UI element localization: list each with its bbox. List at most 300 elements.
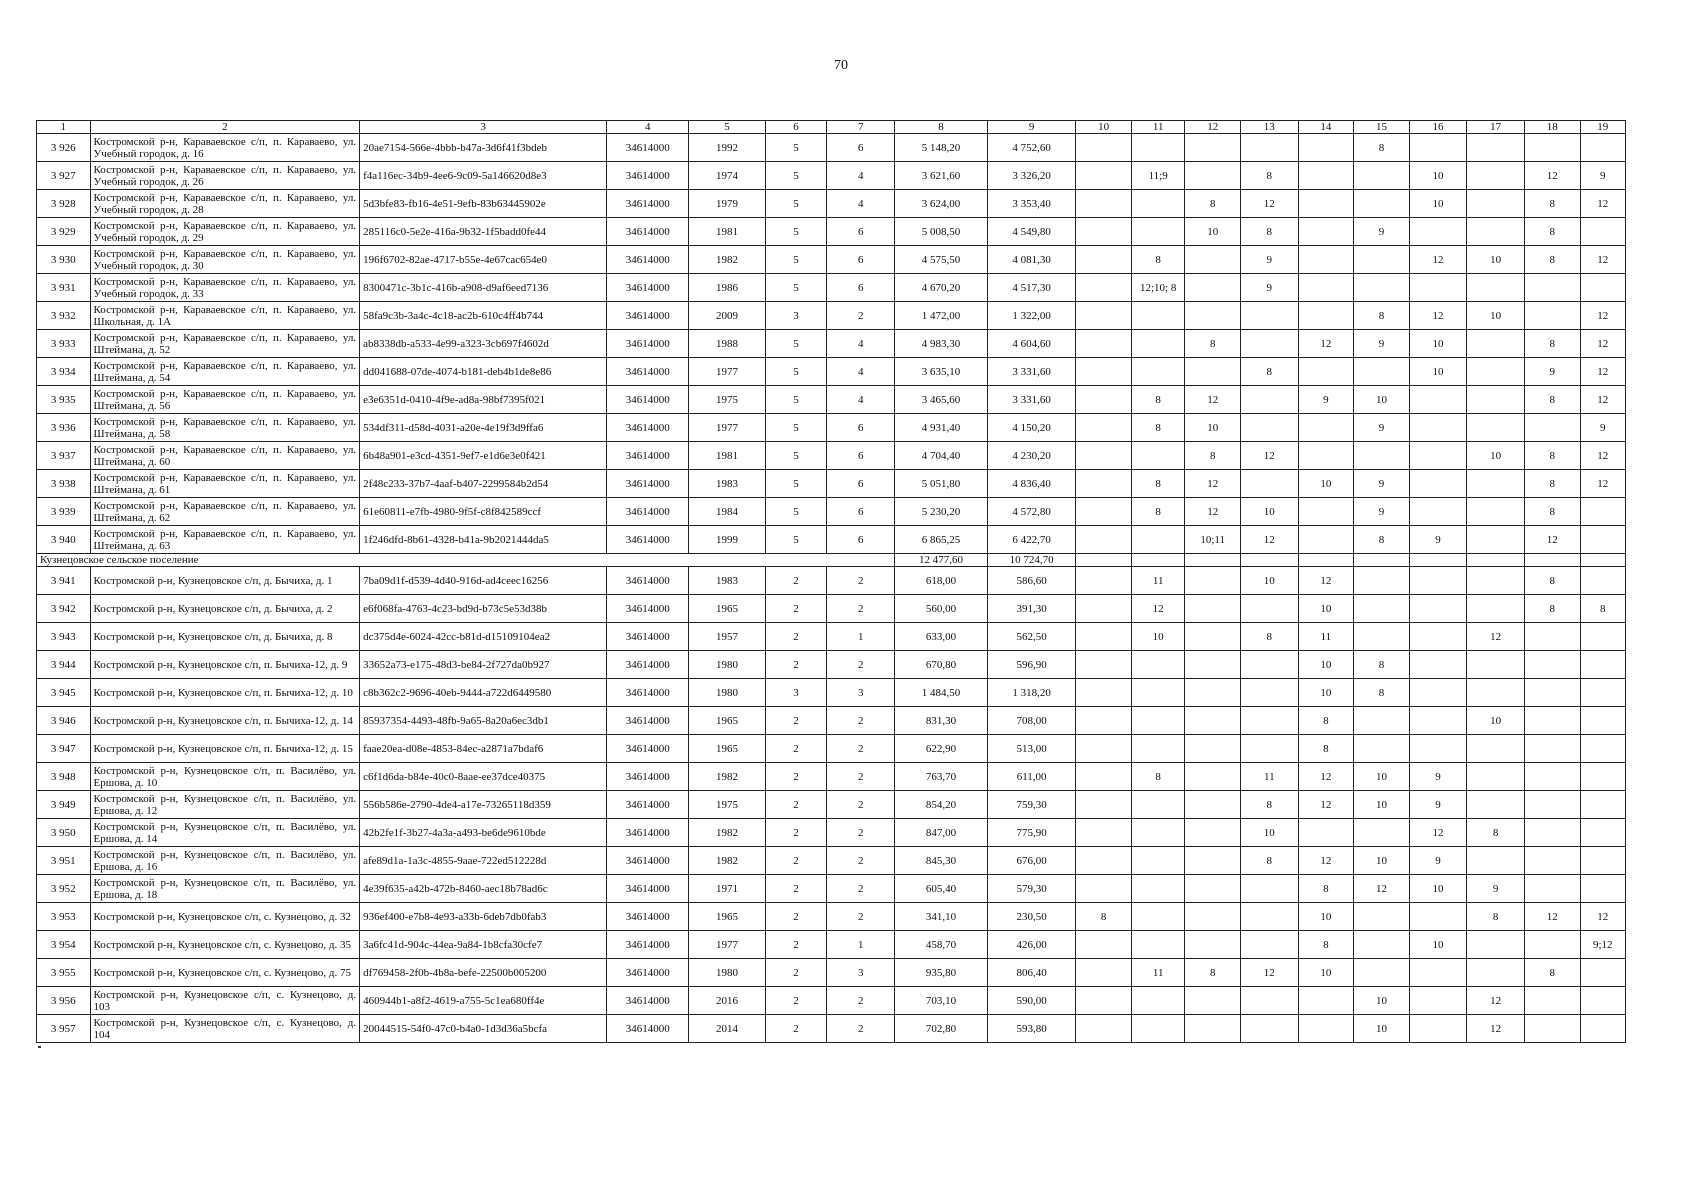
repair-period-cell-13 <box>1240 1015 1298 1043</box>
repair-period-cell-18: 12 <box>1524 903 1580 931</box>
year-cell: 1986 <box>689 274 765 302</box>
address-cell: Костромской р-н, Караваевское с/п, п. Караваево, ул. Штеймана, д. 60 <box>90 442 360 470</box>
total-area-cell: 4 670,20 <box>895 274 988 302</box>
repair-period-cell-10: 8 <box>1076 903 1132 931</box>
repair-period-cell-11: 8 <box>1131 414 1185 442</box>
housing-registry-table <box>36 120 1626 1043</box>
repair-period-cell-10 <box>1076 526 1132 554</box>
repair-period-cell-10 <box>1076 651 1132 679</box>
repair-period-cell-13: 8 <box>1240 791 1298 819</box>
entrances-cell: 2 <box>827 651 895 679</box>
house-guid-cell: 61e60811-e7fb-4980-9f5f-c8f842589ccf <box>360 498 607 526</box>
repair-period-cell-15 <box>1354 903 1410 931</box>
repair-period-cell-18: 9 <box>1524 358 1580 386</box>
repair-period-cell-13 <box>1240 707 1298 735</box>
repair-period-cell-11 <box>1131 190 1185 218</box>
repair-period-cell-12 <box>1185 735 1241 763</box>
section-empty-cell <box>1240 554 1298 567</box>
total-area-cell: 5 008,50 <box>895 218 988 246</box>
repair-period-cell-17 <box>1467 595 1525 623</box>
table-row <box>37 442 1626 470</box>
row-number: 3 929 <box>37 218 91 246</box>
living-area-cell: 586,60 <box>987 567 1076 595</box>
repair-period-cell-10 <box>1076 819 1132 847</box>
repair-period-cell-11: 8 <box>1131 763 1185 791</box>
living-area-cell: 593,80 <box>987 1015 1076 1043</box>
house-guid-cell: 556b586e-2790-4de4-a17e-73265118d359 <box>360 791 607 819</box>
oktmo-cell: 34614000 <box>607 302 689 330</box>
repair-period-cell-18: 8 <box>1524 959 1580 987</box>
floors-cell: 5 <box>765 358 827 386</box>
repair-period-cell-14: 8 <box>1298 707 1354 735</box>
repair-period-cell-10 <box>1076 162 1132 190</box>
total-area-cell: 4 983,30 <box>895 330 988 358</box>
repair-period-cell-17 <box>1467 735 1525 763</box>
repair-period-cell-11: 11 <box>1131 959 1185 987</box>
floors-cell: 5 <box>765 526 827 554</box>
repair-period-cell-11 <box>1131 875 1185 903</box>
repair-period-cell-19: 12 <box>1580 386 1625 414</box>
row-number: 3 956 <box>37 987 91 1015</box>
repair-period-cell-18 <box>1524 1015 1580 1043</box>
total-area-cell: 831,30 <box>895 707 988 735</box>
total-area-cell: 4 575,50 <box>895 246 988 274</box>
column-header-11: 11 <box>1131 121 1185 134</box>
repair-period-cell-14: 10 <box>1298 903 1354 931</box>
repair-period-cell-16 <box>1409 134 1467 162</box>
row-number: 3 950 <box>37 819 91 847</box>
oktmo-cell: 34614000 <box>607 526 689 554</box>
repair-period-cell-10 <box>1076 134 1132 162</box>
table-row <box>37 246 1626 274</box>
table-row <box>37 330 1626 358</box>
oktmo-cell: 34614000 <box>607 1015 689 1043</box>
year-cell: 2014 <box>689 1015 765 1043</box>
repair-period-cell-18 <box>1524 623 1580 651</box>
house-guid-cell: 534df311-d58d-4031-a20e-4e19f3d9ffa6 <box>360 414 607 442</box>
house-guid-cell: 7ba09d1f-d539-4d40-916d-ad4ceec16256 <box>360 567 607 595</box>
oktmo-cell: 34614000 <box>607 931 689 959</box>
house-guid-cell: faae20ea-d08e-4853-84ec-a2871a7bdaf6 <box>360 735 607 763</box>
repair-period-cell-15 <box>1354 358 1410 386</box>
living-area-cell: 3 353,40 <box>987 190 1076 218</box>
repair-period-cell-13 <box>1240 134 1298 162</box>
repair-period-cell-15 <box>1354 931 1410 959</box>
repair-period-cell-17 <box>1467 567 1525 595</box>
repair-period-cell-19 <box>1580 651 1625 679</box>
repair-period-cell-14 <box>1298 274 1354 302</box>
table-row <box>37 791 1626 819</box>
table-row <box>37 498 1626 526</box>
column-header-15: 15 <box>1354 121 1410 134</box>
repair-period-cell-15 <box>1354 959 1410 987</box>
repair-period-cell-15 <box>1354 595 1410 623</box>
house-guid-cell: e6f068fa-4763-4c23-bd9d-b73c5e53d38b <box>360 595 607 623</box>
repair-period-cell-17 <box>1467 763 1525 791</box>
column-header-19: 19 <box>1580 121 1625 134</box>
year-cell: 1965 <box>689 735 765 763</box>
year-cell: 1984 <box>689 498 765 526</box>
floors-cell: 2 <box>765 903 827 931</box>
column-header-9: 9 <box>987 121 1076 134</box>
table-row <box>37 903 1626 931</box>
repair-period-cell-12 <box>1185 707 1241 735</box>
repair-period-cell-12 <box>1185 651 1241 679</box>
table-body <box>37 134 1626 1043</box>
repair-period-cell-13: 12 <box>1240 526 1298 554</box>
repair-period-cell-10 <box>1076 567 1132 595</box>
repair-period-cell-11: 8 <box>1131 246 1185 274</box>
year-cell: 1975 <box>689 386 765 414</box>
repair-period-cell-13 <box>1240 470 1298 498</box>
column-header-3: 3 <box>360 121 607 134</box>
repair-period-cell-16: 9 <box>1409 791 1467 819</box>
house-guid-cell: 5d3bfe83-fb16-4e51-9efb-83b63445902e <box>360 190 607 218</box>
address-cell: Костромской р-н, Кузнецовское с/п, с. Кузнецово, д. 75 <box>90 959 360 987</box>
section-empty-cell <box>1580 554 1625 567</box>
repair-period-cell-17: 10 <box>1467 442 1525 470</box>
repair-period-cell-19 <box>1580 987 1625 1015</box>
repair-period-cell-14 <box>1298 442 1354 470</box>
repair-period-cell-18: 8 <box>1524 190 1580 218</box>
total-area-cell: 1 484,50 <box>895 679 988 707</box>
address-cell: Костромской р-н, Караваевское с/п, п. Караваево, ул. Штеймана, д. 63 <box>90 526 360 554</box>
table-row <box>37 274 1626 302</box>
floors-cell: 2 <box>765 595 827 623</box>
living-area-cell: 4 604,60 <box>987 330 1076 358</box>
oktmo-cell: 34614000 <box>607 987 689 1015</box>
repair-period-cell-10 <box>1076 358 1132 386</box>
repair-period-cell-19 <box>1580 679 1625 707</box>
repair-period-cell-15 <box>1354 190 1410 218</box>
entrances-cell: 6 <box>827 274 895 302</box>
total-area-cell: 633,00 <box>895 623 988 651</box>
repair-period-cell-14: 8 <box>1298 875 1354 903</box>
house-guid-cell: c6f1d6da-b84e-40c0-8aae-ee37dce40375 <box>360 763 607 791</box>
house-guid-cell: dd041688-07de-4074-b181-deb4b1de8e86 <box>360 358 607 386</box>
table-row <box>37 987 1626 1015</box>
oktmo-cell: 34614000 <box>607 679 689 707</box>
repair-period-cell-12 <box>1185 358 1241 386</box>
repair-period-cell-10 <box>1076 875 1132 903</box>
total-area-cell: 5 230,20 <box>895 498 988 526</box>
repair-period-cell-15 <box>1354 246 1410 274</box>
year-cell: 1983 <box>689 470 765 498</box>
repair-period-cell-11: 11 <box>1131 567 1185 595</box>
repair-period-cell-14: 10 <box>1298 959 1354 987</box>
repair-period-cell-17: 10 <box>1467 246 1525 274</box>
column-header-1: 1 <box>37 121 91 134</box>
table-row <box>37 414 1626 442</box>
oktmo-cell: 34614000 <box>607 763 689 791</box>
repair-period-cell-16: 10 <box>1409 190 1467 218</box>
repair-period-cell-10 <box>1076 246 1132 274</box>
total-area-cell: 845,30 <box>895 847 988 875</box>
total-area-cell: 341,10 <box>895 903 988 931</box>
house-guid-cell: dc375d4e-6024-42cc-b81d-d15109104ea2 <box>360 623 607 651</box>
entrances-cell: 1 <box>827 931 895 959</box>
house-guid-cell: 460944b1-a8f2-4619-a755-5c1ea680ff4e <box>360 987 607 1015</box>
row-number: 3 933 <box>37 330 91 358</box>
year-cell: 1965 <box>689 707 765 735</box>
repair-period-cell-12 <box>1185 1015 1241 1043</box>
living-area-cell: 4 081,30 <box>987 246 1076 274</box>
repair-period-cell-10 <box>1076 1015 1132 1043</box>
repair-period-cell-11 <box>1131 651 1185 679</box>
row-number: 3 948 <box>37 763 91 791</box>
address-cell: Костромской р-н, Кузнецовское с/п, с. Кузнецово, д. 104 <box>90 1015 360 1043</box>
repair-period-cell-14: 8 <box>1298 931 1354 959</box>
repair-period-cell-14: 10 <box>1298 595 1354 623</box>
year-cell: 1980 <box>689 679 765 707</box>
repair-period-cell-16 <box>1409 679 1467 707</box>
repair-period-cell-19: 9 <box>1580 162 1625 190</box>
year-cell: 1982 <box>689 819 765 847</box>
year-cell: 1975 <box>689 791 765 819</box>
repair-period-cell-13: 10 <box>1240 819 1298 847</box>
repair-period-cell-15: 8 <box>1354 651 1410 679</box>
repair-period-cell-13: 8 <box>1240 623 1298 651</box>
repair-period-cell-10 <box>1076 498 1132 526</box>
year-cell: 1971 <box>689 875 765 903</box>
address-cell: Костромской р-н, Кузнецовское с/п, д. Бычиха, д. 1 <box>90 567 360 595</box>
repair-period-cell-17: 8 <box>1467 903 1525 931</box>
living-area-cell: 708,00 <box>987 707 1076 735</box>
repair-period-cell-19: 12 <box>1580 470 1625 498</box>
living-area-cell: 4 150,20 <box>987 414 1076 442</box>
entrances-cell: 6 <box>827 470 895 498</box>
repair-period-cell-18 <box>1524 302 1580 330</box>
repair-period-cell-15: 10 <box>1354 987 1410 1015</box>
repair-period-cell-10 <box>1076 847 1132 875</box>
repair-period-cell-12: 8 <box>1185 330 1241 358</box>
year-cell: 1980 <box>689 651 765 679</box>
year-cell: 1977 <box>689 931 765 959</box>
house-guid-cell: f4a116ec-34b9-4ee6-9c09-5a146620d8e3 <box>360 162 607 190</box>
repair-period-cell-14 <box>1298 498 1354 526</box>
year-cell: 1999 <box>689 526 765 554</box>
repair-period-cell-17 <box>1467 651 1525 679</box>
repair-period-cell-12 <box>1185 134 1241 162</box>
living-area-cell: 426,00 <box>987 931 1076 959</box>
total-area-cell: 702,80 <box>895 1015 988 1043</box>
table-row <box>37 302 1626 330</box>
entrances-cell: 4 <box>827 358 895 386</box>
address-cell: Костромской р-н, Караваевское с/п, п. Караваево, ул. Учебный городок, д. 33 <box>90 274 360 302</box>
repair-period-cell-18: 8 <box>1524 330 1580 358</box>
address-cell: Костромской р-н, Караваевское с/п, п. Караваево, ул. Учебный городок, д. 30 <box>90 246 360 274</box>
total-area-cell: 458,70 <box>895 931 988 959</box>
house-guid-cell: 936ef400-e7b8-4e93-a33b-6deb7db0fab3 <box>360 903 607 931</box>
repair-period-cell-14 <box>1298 819 1354 847</box>
floors-cell: 2 <box>765 819 827 847</box>
repair-period-cell-19: 12 <box>1580 302 1625 330</box>
address-cell: Костромской р-н, Кузнецовское с/п, п. Василёво, ул. Ершова, д. 16 <box>90 847 360 875</box>
entrances-cell: 6 <box>827 442 895 470</box>
total-area-cell: 618,00 <box>895 567 988 595</box>
address-cell: Костромской р-н, Караваевское с/п, п. Караваево, ул. Школьная, д. 1А <box>90 302 360 330</box>
house-guid-cell: 85937354-4493-48fb-9a65-8a20a6ec3db1 <box>360 707 607 735</box>
oktmo-cell: 34614000 <box>607 162 689 190</box>
repair-period-cell-13 <box>1240 875 1298 903</box>
repair-period-cell-15: 12 <box>1354 875 1410 903</box>
repair-period-cell-11 <box>1131 847 1185 875</box>
row-number: 3 928 <box>37 190 91 218</box>
address-cell: Костромской р-н, Караваевское с/п, п. Караваево, ул. Учебный городок, д. 26 <box>90 162 360 190</box>
column-header-4: 4 <box>607 121 689 134</box>
row-number: 3 934 <box>37 358 91 386</box>
oktmo-cell: 34614000 <box>607 819 689 847</box>
repair-period-cell-14: 8 <box>1298 735 1354 763</box>
repair-period-cell-11 <box>1131 1015 1185 1043</box>
floors-cell: 5 <box>765 218 827 246</box>
oktmo-cell: 34614000 <box>607 330 689 358</box>
total-area-cell: 3 624,00 <box>895 190 988 218</box>
year-cell: 2016 <box>689 987 765 1015</box>
repair-period-cell-13: 12 <box>1240 442 1298 470</box>
repair-period-cell-17: 12 <box>1467 1015 1525 1043</box>
repair-period-cell-15 <box>1354 162 1410 190</box>
repair-period-cell-11: 12;10; 8 <box>1131 274 1185 302</box>
repair-period-cell-16 <box>1409 903 1467 931</box>
floors-cell: 5 <box>765 414 827 442</box>
repair-period-cell-17 <box>1467 847 1525 875</box>
year-cell: 1965 <box>689 595 765 623</box>
repair-period-cell-11: 8 <box>1131 386 1185 414</box>
page-number: 70 <box>834 58 848 73</box>
year-cell: 1980 <box>689 959 765 987</box>
total-area-cell: 5 148,20 <box>895 134 988 162</box>
repair-period-cell-16: 9 <box>1409 526 1467 554</box>
repair-period-cell-16 <box>1409 707 1467 735</box>
repair-period-cell-16 <box>1409 959 1467 987</box>
repair-period-cell-15 <box>1354 819 1410 847</box>
repair-period-cell-11 <box>1131 134 1185 162</box>
repair-period-cell-11: 10 <box>1131 623 1185 651</box>
repair-period-cell-16: 10 <box>1409 931 1467 959</box>
repair-period-cell-17 <box>1467 679 1525 707</box>
house-guid-cell: afe89d1a-1a3c-4855-9aae-722ed512228d <box>360 847 607 875</box>
entrances-cell: 6 <box>827 246 895 274</box>
entrances-cell: 3 <box>827 679 895 707</box>
column-header-12: 12 <box>1185 121 1241 134</box>
repair-period-cell-19 <box>1580 819 1625 847</box>
repair-period-cell-19 <box>1580 134 1625 162</box>
row-number: 3 940 <box>37 526 91 554</box>
table-row <box>37 218 1626 246</box>
living-area-cell: 391,30 <box>987 595 1076 623</box>
living-area-cell: 4 572,80 <box>987 498 1076 526</box>
floors-cell: 5 <box>765 498 827 526</box>
repair-period-cell-10 <box>1076 414 1132 442</box>
floors-cell: 3 <box>765 302 827 330</box>
living-area-cell: 596,90 <box>987 651 1076 679</box>
repair-period-cell-16 <box>1409 567 1467 595</box>
address-cell: Костромской р-н, Караваевское с/п, п. Караваево, ул. Штеймана, д. 52 <box>90 330 360 358</box>
repair-period-cell-12 <box>1185 875 1241 903</box>
floors-cell: 2 <box>765 567 827 595</box>
repair-period-cell-16 <box>1409 1015 1467 1043</box>
floors-cell: 2 <box>765 763 827 791</box>
repair-period-cell-12: 12 <box>1185 470 1241 498</box>
repair-period-cell-17: 10 <box>1467 707 1525 735</box>
address-cell: Костромской р-н, Кузнецовское с/п, с. Кузнецово, д. 103 <box>90 987 360 1015</box>
entrances-cell: 6 <box>827 414 895 442</box>
row-number: 3 932 <box>37 302 91 330</box>
repair-period-cell-15: 9 <box>1354 498 1410 526</box>
repair-period-cell-14: 11 <box>1298 623 1354 651</box>
row-number: 3 949 <box>37 791 91 819</box>
house-guid-cell: 2f48c233-37b7-4aaf-b407-2299584b2d54 <box>360 470 607 498</box>
repair-period-cell-15: 8 <box>1354 302 1410 330</box>
repair-period-cell-12 <box>1185 162 1241 190</box>
column-header-17: 17 <box>1467 121 1525 134</box>
repair-period-cell-11 <box>1131 819 1185 847</box>
repair-period-cell-18 <box>1524 651 1580 679</box>
repair-period-cell-13 <box>1240 903 1298 931</box>
row-number: 3 943 <box>37 623 91 651</box>
repair-period-cell-13 <box>1240 386 1298 414</box>
repair-period-cell-16 <box>1409 386 1467 414</box>
repair-period-cell-19: 12 <box>1580 442 1625 470</box>
entrances-cell: 6 <box>827 498 895 526</box>
repair-period-cell-14 <box>1298 246 1354 274</box>
repair-period-cell-18 <box>1524 679 1580 707</box>
oktmo-cell: 34614000 <box>607 442 689 470</box>
house-guid-cell: 33652a73-e175-48d3-be84-2f727da0b927 <box>360 651 607 679</box>
living-area-cell: 6 422,70 <box>987 526 1076 554</box>
column-header-7: 7 <box>827 121 895 134</box>
floors-cell: 2 <box>765 875 827 903</box>
repair-period-cell-19 <box>1580 526 1625 554</box>
address-cell: Костромской р-н, Караваевское с/п, п. Караваево, ул. Учебный городок, д. 29 <box>90 218 360 246</box>
floors-cell: 2 <box>765 1015 827 1043</box>
repair-period-cell-13: 10 <box>1240 567 1298 595</box>
section-empty-cell <box>1131 554 1185 567</box>
repair-period-cell-16: 12 <box>1409 819 1467 847</box>
repair-period-cell-18: 8 <box>1524 567 1580 595</box>
total-area-cell: 560,00 <box>895 595 988 623</box>
floors-cell: 2 <box>765 623 827 651</box>
repair-period-cell-11 <box>1131 358 1185 386</box>
living-area-cell: 590,00 <box>987 987 1076 1015</box>
living-area-cell: 775,90 <box>987 819 1076 847</box>
repair-period-cell-18 <box>1524 987 1580 1015</box>
repair-period-cell-13 <box>1240 595 1298 623</box>
living-area-cell: 4 517,30 <box>987 274 1076 302</box>
repair-period-cell-15: 9 <box>1354 414 1410 442</box>
table-row <box>37 623 1626 651</box>
repair-period-cell-19 <box>1580 623 1625 651</box>
table-row <box>37 679 1626 707</box>
repair-period-cell-10 <box>1076 987 1132 1015</box>
oktmo-cell: 34614000 <box>607 358 689 386</box>
repair-period-cell-18 <box>1524 875 1580 903</box>
table-row <box>37 358 1626 386</box>
repair-period-cell-15 <box>1354 735 1410 763</box>
repair-period-cell-19 <box>1580 847 1625 875</box>
table-row <box>37 875 1626 903</box>
floors-cell: 5 <box>765 190 827 218</box>
address-cell: Костромской р-н, Кузнецовское с/п, с. Кузнецово, д. 32 <box>90 903 360 931</box>
repair-period-cell-12 <box>1185 274 1241 302</box>
repair-period-cell-12: 12 <box>1185 386 1241 414</box>
repair-period-cell-10 <box>1076 442 1132 470</box>
repair-period-cell-19 <box>1580 791 1625 819</box>
living-area-cell: 579,30 <box>987 875 1076 903</box>
total-area-cell: 670,80 <box>895 651 988 679</box>
table-row <box>37 763 1626 791</box>
